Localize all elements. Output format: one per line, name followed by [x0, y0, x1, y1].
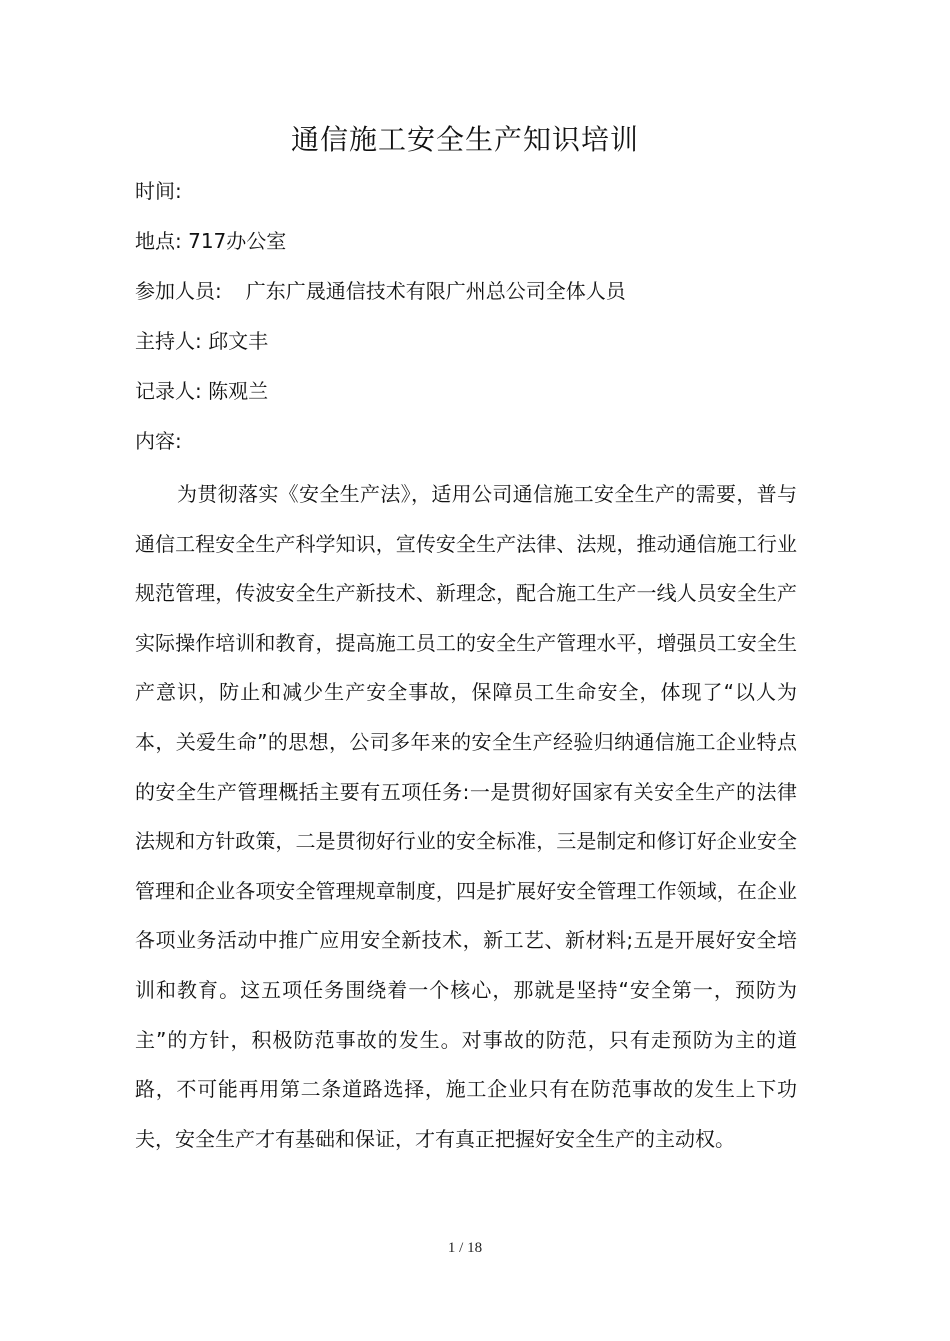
host-row: [135, 325, 815, 375]
location-value: 717办公室: [188, 229, 287, 253]
attendees-label: 参加人员:: [135, 279, 222, 303]
recorder-row: [135, 375, 815, 425]
recorder-value: 陈观兰: [208, 379, 269, 403]
time-row: [135, 175, 815, 225]
attendees-row: [135, 275, 815, 325]
attendees-value: 广东广晟通信技术有限广州总公司全体人员: [245, 279, 626, 303]
location-label: 地点:: [135, 229, 182, 253]
body-paragraph: 为贯彻落实《安全生产法》，适用公司通信施工安全生产的需要，普与通信工程安全生产科学知识，宣传安全生产法律、法规，推动通信施工行业规范管理，传波安全生产新技术、新理念，配合施工生产一线人员安全生产实际操作培训和教育，提高施工员工的安全生产管理水平，增强员工安全生产意识，防止和减少生产安全事故，保障员工生命安全，体现了“以人为本，关爱生命”的思想，公司多年来的安全生产经验归纳通信施工企业特点的安全生产管理概括主要有五项任务:一是贯彻好国家有关安全生产的法律法规和方针政策，二是贯彻好行业的安全标准，三是制定和修订好企业安全管理和企业各项安全管理规章制度，四是扩展好安全管理工作领域，在企业各项业务活动中推广应用安全新技术，新工艺、新材料;五是开展好安全培训和教育。这五项任务围绕着一个核心，那就是坚持“安全第一，预防为主”的方针，积极防范事故的发生。对事故的防范，只有走预防为主的道路，不可能再用第二条道路选择，施工企业只有在防范事故的发生上下功夫，安全生产才有基础和保证，才有真正把握好安全生产的主动权。: [135, 482, 797, 1151]
host-value: 邱文丰: [208, 329, 269, 353]
recorder-label: 记录人:: [135, 379, 202, 403]
page-number: 1 / 18: [447, 1240, 483, 1256]
document-title: 通信施工安全生产知识培训: [290, 123, 639, 156]
location-row: [135, 225, 815, 275]
time-label: 时间:: [135, 179, 182, 203]
host-label: 主持人:: [135, 329, 202, 353]
meeting-info: [135, 175, 815, 475]
content-row: [135, 425, 815, 475]
content-label: 内容:: [135, 429, 182, 453]
